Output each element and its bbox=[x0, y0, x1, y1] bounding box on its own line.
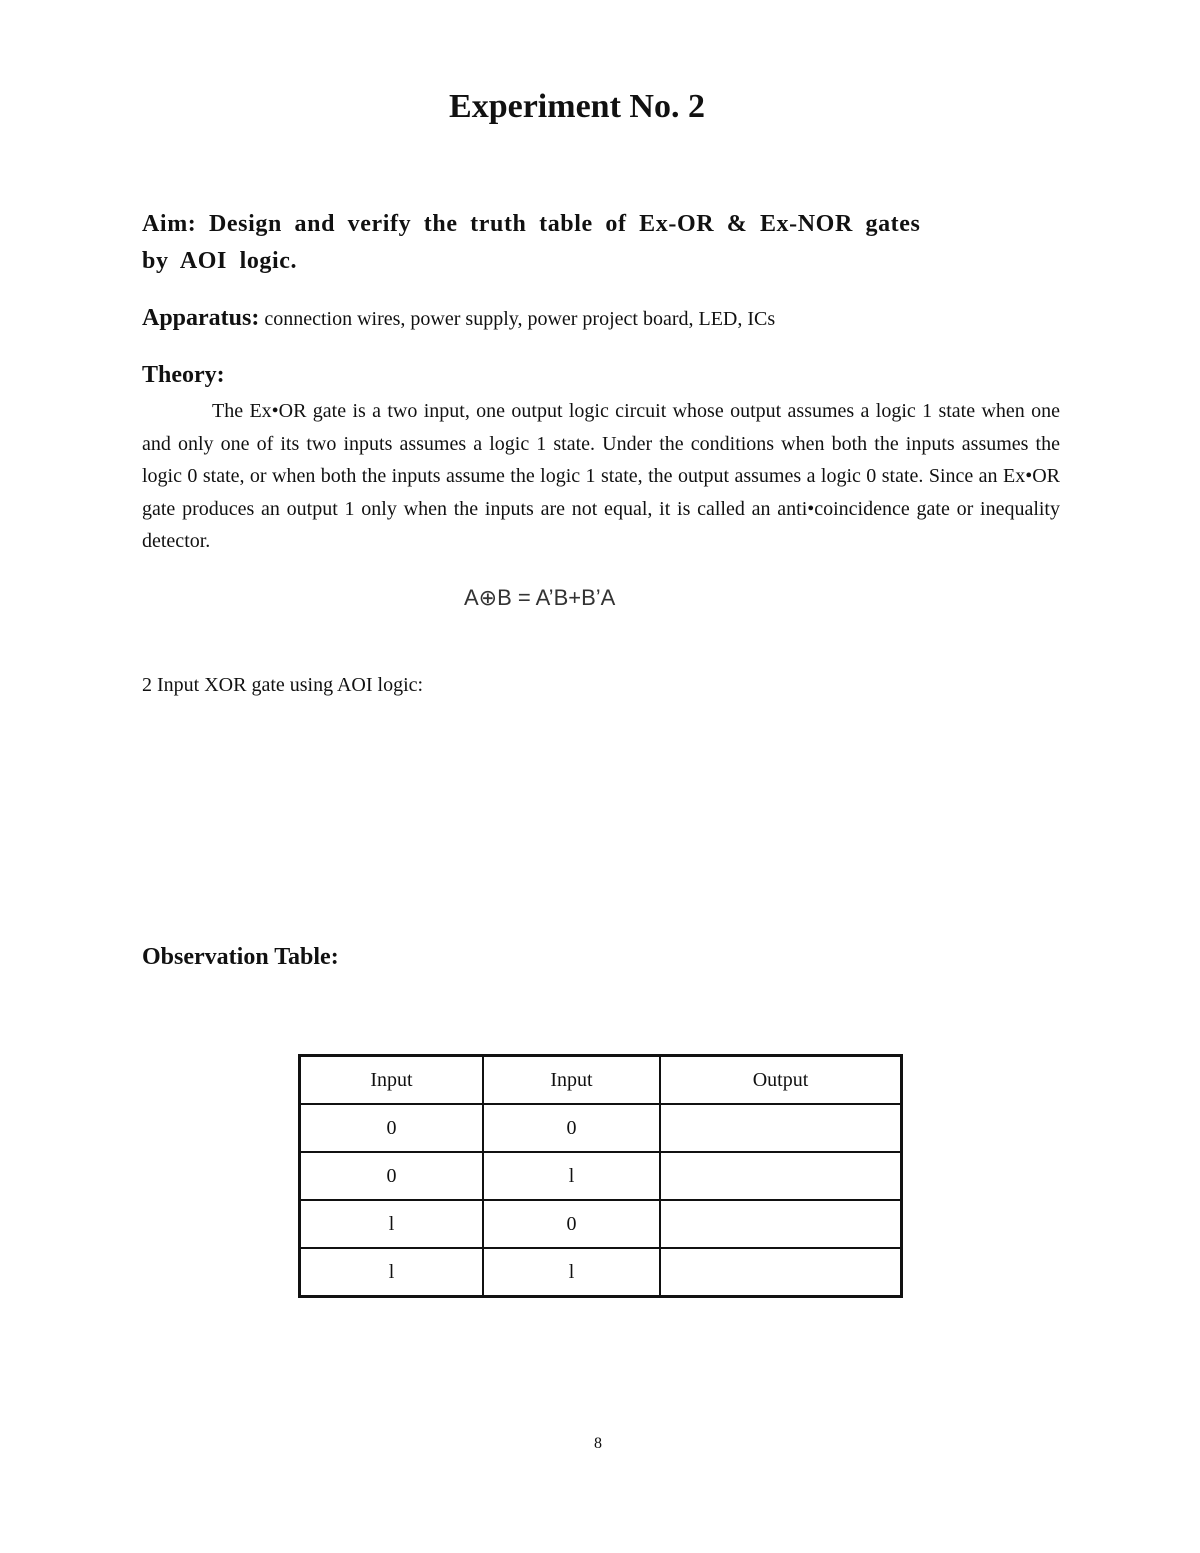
table-cell: 0 bbox=[300, 1104, 484, 1152]
table-row bbox=[300, 1200, 902, 1248]
table-cell: l bbox=[300, 1248, 484, 1297]
apparatus-text: connection wires, power supply, power project board, LED, ICs bbox=[264, 308, 776, 330]
table-cell: 0 bbox=[483, 1200, 660, 1248]
table-cell bbox=[660, 1200, 902, 1248]
table-cell bbox=[660, 1104, 902, 1152]
table-cell: l bbox=[483, 1152, 660, 1200]
table-header-row bbox=[300, 1056, 902, 1105]
page-title: Experiment No. 2 bbox=[449, 88, 705, 125]
apparatus-line bbox=[142, 305, 775, 332]
theory-paragraph: The Ex•OR gate is a two input, one output logic circuit whose output assumes a logic 1 state when one and only one of its two inputs assumes a logic 1 state. Under the conditions when both the inputs assumes the logic 0 state, or when both the inputs assume the logic 1 state, the output assumes a logic 0 state. Since an Ex•OR gate produces an output 1 only when the inputs are not equal, it is called an anti•coincidence gate or inequality detector. bbox=[142, 400, 1060, 552]
xor-circuit-caption: 2 Input XOR gate using AOI logic: bbox=[142, 674, 424, 696]
theory-heading: Theory: bbox=[142, 362, 225, 388]
table-cell bbox=[660, 1248, 902, 1297]
observation-table bbox=[298, 1054, 903, 1298]
page-number: 8 bbox=[594, 1435, 602, 1452]
observation-heading: Observation Table: bbox=[142, 944, 339, 970]
table-cell bbox=[660, 1152, 902, 1200]
table-header-cell: Output bbox=[660, 1056, 902, 1105]
table-cell: l bbox=[483, 1248, 660, 1297]
table-row bbox=[300, 1248, 902, 1297]
table-cell: 0 bbox=[300, 1152, 484, 1200]
table-header-cell: Input bbox=[483, 1056, 660, 1105]
table-cell: 0 bbox=[483, 1104, 660, 1152]
table-cell: l bbox=[300, 1200, 484, 1248]
table-header-cell: Input bbox=[300, 1056, 484, 1105]
table-row bbox=[300, 1152, 902, 1200]
xor-formula: A⊕B = A’B+B’A bbox=[464, 585, 616, 610]
apparatus-label: Apparatus: bbox=[142, 305, 260, 331]
table-row bbox=[300, 1104, 902, 1152]
aim-statement: Aim: Design and verify the truth table of Ex-OR & Ex-NOR gates by AOI logic. bbox=[142, 211, 921, 274]
